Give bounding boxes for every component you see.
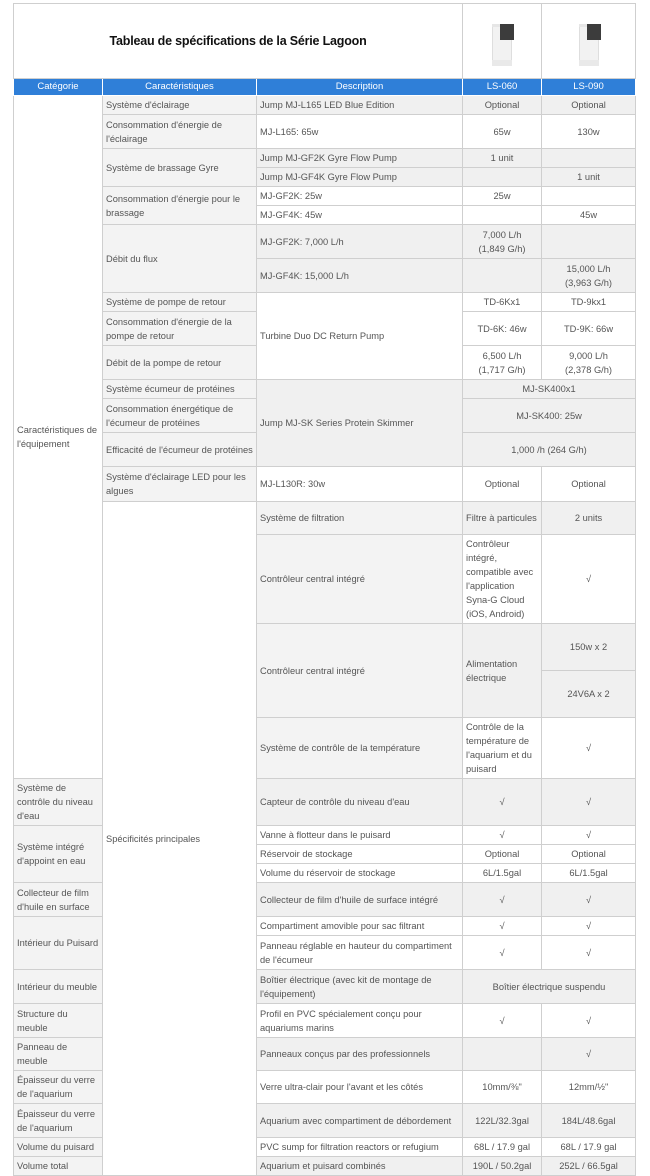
description-cell: Jump MJ-GF4K Gyre Flow Pump bbox=[257, 168, 463, 187]
value-ls060: 25w bbox=[463, 187, 542, 206]
table-row bbox=[14, 149, 636, 168]
description-cell: Verre ultra-clair pour l'avant et les côtés bbox=[257, 1071, 463, 1104]
value-shared: MJ-SK400x1 bbox=[463, 380, 636, 399]
value-ls090: 12mm/½" bbox=[542, 1071, 636, 1104]
feature-cell: Contrôleur central intégré bbox=[257, 535, 463, 624]
value-ls060: √ bbox=[463, 1004, 542, 1038]
description-cell: MJ-GF2K: 25w bbox=[257, 187, 463, 206]
description-cell: Alimentation électrique bbox=[463, 624, 542, 718]
feature-cell: Système de pompe de retour bbox=[103, 293, 257, 312]
title-row bbox=[14, 4, 636, 79]
description-cell: Profil en PVC spécialement conçu pour aquariums marins bbox=[257, 1004, 463, 1038]
value-ls090 bbox=[542, 346, 636, 380]
value-ls060: 10mm/⅜" bbox=[463, 1071, 542, 1104]
feature-cell: Système d'éclairage bbox=[103, 96, 257, 115]
spec-table bbox=[13, 3, 636, 1176]
value-ls060: 2 units bbox=[542, 502, 636, 535]
feature-cell: Volume total bbox=[14, 1157, 103, 1176]
value-ls090: √ bbox=[542, 936, 636, 970]
feature-cell: Système de contrôle du niveau d'eau bbox=[14, 779, 103, 826]
value-ls090: √ bbox=[542, 883, 636, 917]
value-ls090: TD-9K: 66w bbox=[542, 312, 636, 346]
description-cell: Aquarium et puisard combinés bbox=[257, 1157, 463, 1176]
header-features: Caractéristiques bbox=[103, 79, 257, 96]
feature-cell: Structure du meuble bbox=[14, 1004, 103, 1038]
value-line: (2,378 G/h) bbox=[565, 364, 613, 375]
value-ls090: 68L / 17.9 gal bbox=[542, 1138, 636, 1157]
value-ls060: 122L/32.3gal bbox=[463, 1104, 542, 1138]
table-row bbox=[14, 187, 636, 206]
feature-cell: Système d'éclairage LED pour les algues bbox=[103, 467, 257, 502]
value-ls060: √ bbox=[463, 883, 542, 917]
value-ls090 bbox=[542, 187, 636, 206]
description-cell: PVC sump for filtration reactors or refugium bbox=[257, 1138, 463, 1157]
value-ls090 bbox=[542, 149, 636, 168]
aquarium-cabinet-icon bbox=[575, 20, 603, 66]
value-ls060: √ bbox=[463, 936, 542, 970]
value-ls090: 1 unit bbox=[542, 168, 636, 187]
value-ls060: 65w bbox=[463, 115, 542, 149]
value-ls090: 130w bbox=[542, 115, 636, 149]
value-shared: 1,000 /h (264 G/h) bbox=[463, 433, 636, 467]
header-row bbox=[14, 79, 636, 96]
value-shared: MJ-SK400: 25w bbox=[463, 399, 636, 433]
feature-cell: Système de filtration bbox=[257, 502, 463, 535]
feature-cell: Collecteur de film d'huile en surface bbox=[14, 883, 103, 917]
value-ls060: √ bbox=[463, 917, 542, 936]
feature-cell: Épaisseur du verre de l'aquarium bbox=[14, 1071, 103, 1104]
feature-cell: Efficacité de l'écumeur de protéines bbox=[103, 433, 257, 467]
value-ls060: 150w x 2 bbox=[542, 624, 636, 671]
spec-sheet bbox=[13, 3, 635, 1176]
value-line: (3,963 G/h) bbox=[565, 277, 613, 288]
value-ls090: √ bbox=[542, 826, 636, 845]
value-ls090: 6L/1.5gal bbox=[542, 864, 636, 883]
feature-cell: Contrôleur central intégré bbox=[257, 624, 463, 718]
feature-cell: Consommation d'énergie de l'éclairage bbox=[103, 115, 257, 149]
description-cell: Panneau réglable en hauteur du compartiment de l'écumeur bbox=[257, 936, 463, 970]
description-cell: Volume du réservoir de stockage bbox=[257, 864, 463, 883]
category-equipment: Caractéristiques de l'équipement bbox=[14, 96, 103, 779]
value-line: 15,000 L/h bbox=[566, 263, 611, 274]
value-ls090: 45w bbox=[542, 206, 636, 225]
description-cell: Vanne à flotteur dans le puisard bbox=[257, 826, 463, 845]
product-image-ls060 bbox=[463, 4, 542, 79]
value-ls060: √ bbox=[542, 535, 636, 624]
description-cell: Capteur de contrôle du niveau d'eau bbox=[257, 779, 463, 826]
value-ls060 bbox=[463, 206, 542, 225]
description-cell: Compartiment amovible pour sac filtrant bbox=[257, 917, 463, 936]
feature-cell: Système intégré d'appoint en eau bbox=[14, 826, 103, 883]
feature-cell: Intérieur du meuble bbox=[14, 970, 103, 1004]
header-model-ls090: LS-090 bbox=[542, 79, 636, 96]
table-row bbox=[14, 467, 636, 502]
value-line: (1,849 G/h) bbox=[478, 243, 526, 254]
value-ls060: Optional bbox=[463, 845, 542, 864]
description-cell: Aquarium avec compartiment de débordement bbox=[257, 1104, 463, 1138]
value-ls090: Optional bbox=[542, 96, 636, 115]
table-row bbox=[14, 225, 636, 259]
description-cell: Jump MJ-GF2K Gyre Flow Pump bbox=[257, 149, 463, 168]
value-ls090: √ bbox=[542, 917, 636, 936]
category-main: Spécificités principales bbox=[103, 502, 257, 1176]
feature-cell: Système de contrôle de la température bbox=[257, 718, 463, 779]
value-ls060: 190L / 50.2gal bbox=[463, 1157, 542, 1176]
feature-cell: Épaisseur du verre de l'aquarium bbox=[14, 1104, 103, 1138]
description-cell: Contrôleur intégré, compatible avec l'application Syna-G Cloud (iOS, Android) bbox=[463, 535, 542, 624]
feature-cell: Panneau de meuble bbox=[14, 1038, 103, 1071]
table-row bbox=[14, 96, 636, 115]
value-line: 7,000 L/h bbox=[482, 229, 522, 240]
value-ls060: Optional bbox=[463, 467, 542, 502]
header-model-ls060: LS-060 bbox=[463, 79, 542, 96]
value-ls060: TD-6K: 46w bbox=[463, 312, 542, 346]
value-ls060: 24V6A x 2 bbox=[542, 671, 636, 718]
description-cell: MJ-GF2K: 7,000 L/h bbox=[257, 225, 463, 259]
value-ls090: √ bbox=[542, 779, 636, 826]
table-row bbox=[14, 380, 636, 399]
description-cell: MJ-L130R: 30w bbox=[257, 467, 463, 502]
feature-cell: Volume du puisard bbox=[14, 1138, 103, 1157]
header-description: Description bbox=[257, 79, 463, 96]
value-ls060 bbox=[463, 346, 542, 380]
value-ls090: Optional bbox=[542, 845, 636, 864]
value-ls060: Optional bbox=[463, 96, 542, 115]
feature-cell: Système de brassage Gyre bbox=[103, 149, 257, 187]
description-cell: Jump MJ-SK Series Protein Skimmer bbox=[257, 380, 463, 467]
value-ls090: Optional bbox=[542, 467, 636, 502]
value-line: 6,500 L/h bbox=[482, 350, 522, 361]
value-ls090: 184L/48.6gal bbox=[542, 1104, 636, 1138]
feature-cell: Débit du flux bbox=[103, 225, 257, 293]
description-cell: Panneaux conçus par des professionnels bbox=[257, 1038, 463, 1071]
feature-cell: Système écumeur de protéines bbox=[103, 380, 257, 399]
description-cell: Boîtier électrique (avec kit de montage de l'équipement) bbox=[257, 970, 463, 1004]
value-ls090 bbox=[542, 259, 636, 293]
value-ls060: √ bbox=[542, 718, 636, 779]
page-title: Tableau de spécifications de la Série Lagoon bbox=[14, 4, 463, 79]
feature-cell: Consommation énergétique de l'écumeur de protéines bbox=[103, 399, 257, 433]
value-line: (1,717 G/h) bbox=[478, 364, 526, 375]
table-row bbox=[14, 502, 636, 535]
value-ls090 bbox=[542, 225, 636, 259]
value-ls060 bbox=[463, 259, 542, 293]
value-line: 9,000 L/h bbox=[569, 350, 608, 361]
description-cell: MJ-GF4K: 45w bbox=[257, 206, 463, 225]
value-ls060: TD-6Kx1 bbox=[463, 293, 542, 312]
value-ls090: TD-9kx1 bbox=[542, 293, 636, 312]
aquarium-cabinet-icon bbox=[488, 20, 516, 66]
feature-cell: Intérieur du Puisard bbox=[14, 917, 103, 970]
value-ls060: √ bbox=[463, 779, 542, 826]
description-cell: Jump MJ-L165 LED Blue Edition bbox=[257, 96, 463, 115]
feature-cell: Consommation d'énergie de la pompe de retour bbox=[103, 312, 257, 346]
description-cell: MJ-GF4K: 15,000 L/h bbox=[257, 259, 463, 293]
value-ls060: 68L / 17.9 gal bbox=[463, 1138, 542, 1157]
description-cell: Filtre à particules bbox=[463, 502, 542, 535]
header-category: Catégorie bbox=[14, 79, 103, 96]
value-ls090: √ bbox=[542, 1038, 636, 1071]
value-ls060: √ bbox=[463, 826, 542, 845]
feature-cell: Débit de la pompe de retour bbox=[103, 346, 257, 380]
value-ls060 bbox=[463, 168, 542, 187]
table-row bbox=[14, 293, 636, 312]
value-ls060: 6L/1.5gal bbox=[463, 864, 542, 883]
description-cell: Réservoir de stockage bbox=[257, 845, 463, 864]
description-cell: MJ-L165: 65w bbox=[257, 115, 463, 149]
value-ls060 bbox=[463, 225, 542, 259]
product-image-ls090 bbox=[542, 4, 636, 79]
description-cell: Contrôle de la température de l'aquarium et du puisard bbox=[463, 718, 542, 779]
value-ls090: √ bbox=[542, 1004, 636, 1038]
description-cell: Turbine Duo DC Return Pump bbox=[257, 293, 463, 380]
value-ls060 bbox=[463, 1038, 542, 1071]
table-row bbox=[14, 115, 636, 149]
value-ls060: 1 unit bbox=[463, 149, 542, 168]
value-ls090: 252L / 66.5gal bbox=[542, 1157, 636, 1176]
description-cell: Collecteur de film d'huile de surface intégré bbox=[257, 883, 463, 917]
feature-cell: Consommation d'énergie pour le brassage bbox=[103, 187, 257, 225]
value-shared: Boîtier électrique suspendu bbox=[463, 970, 636, 1004]
